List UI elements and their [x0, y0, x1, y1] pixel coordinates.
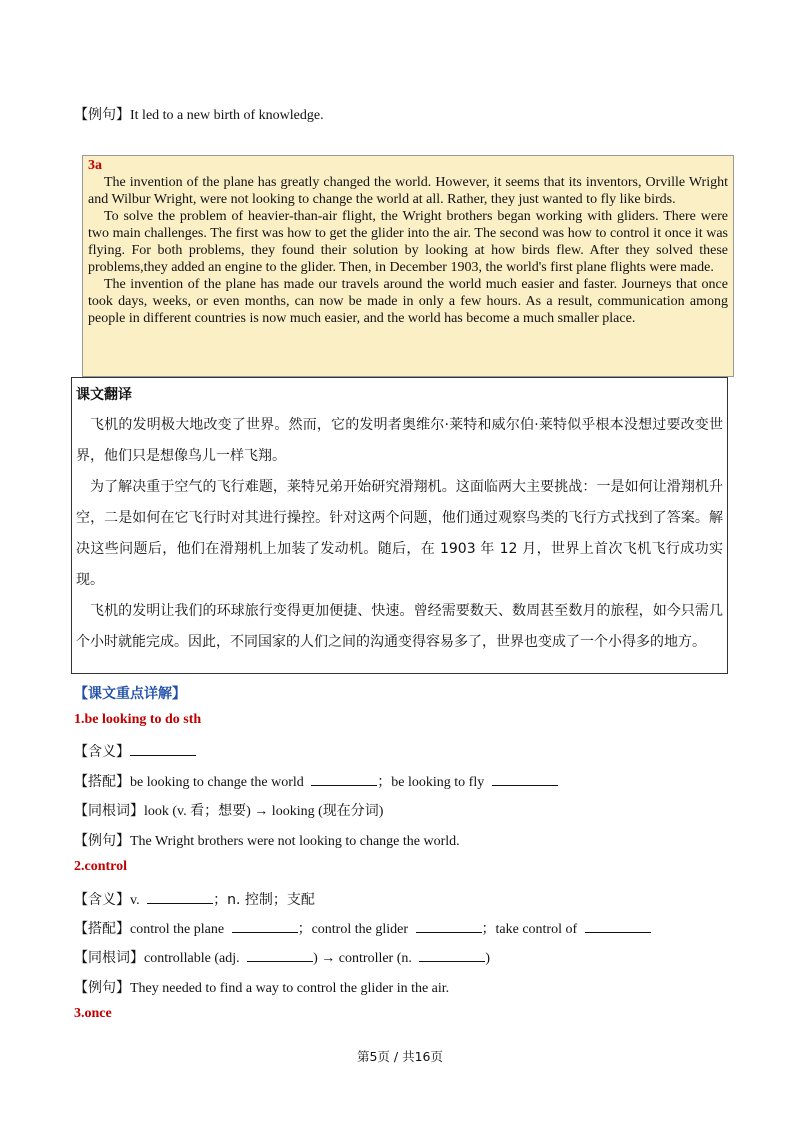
collocation-text: control the plane	[130, 922, 225, 937]
meaning-label: 【含义】	[74, 892, 130, 908]
translation-box	[71, 377, 728, 674]
point-3-title: 3.once	[74, 1006, 112, 1021]
example-text: The Wright brothers were not looking to change the world.	[130, 834, 460, 849]
passage-box	[82, 155, 734, 377]
point-2-title: 2.control	[74, 859, 128, 874]
translation-paragraph-2: 为了解决重于空气的飞行难题，莱特兄弟开始研究滑翔机。这面临两大主要挑战：一是如何让滑翔机升空，二是如何在它飞行时对其进行操控。针对这两个问题，他们通过观察鸟类的飞行方式找到了答案。解决这些问题后，他们在滑翔机上加装了发动机。随后，在 1903 年 12 月，世界上首次飞机飞行成功实现。	[76, 479, 723, 588]
answer-blank[interactable]	[419, 949, 485, 962]
point-1-example	[74, 830, 460, 850]
point-2-collocation	[74, 918, 651, 938]
answer-blank[interactable]	[130, 743, 196, 756]
collocation-text: ；control the glider	[297, 922, 408, 937]
point-1-meaning	[74, 741, 196, 761]
section-title: 【课文重点详解】	[74, 686, 186, 702]
collocation-text: be looking to change the world	[130, 775, 304, 790]
collocation-label: 【搭配】	[74, 921, 130, 937]
answer-blank[interactable]	[232, 920, 298, 933]
collocation-text: be looking to fly	[391, 775, 485, 790]
answer-blank[interactable]	[147, 891, 213, 904]
answer-blank[interactable]	[585, 920, 651, 933]
collocation-label: 【搭配】	[74, 774, 130, 790]
point-1-collocation	[74, 771, 558, 791]
cognate-text: )	[485, 951, 491, 966]
translation-paragraph-3: 飞机的发明让我们的环球旅行变得更加便捷、快速。曾经需要数天、数周甚至数月的旅程，如今只需几个小时就能完成。因此，不同国家的人们之间的沟通变得容易多了，世界也变成了一个小得多的地方。	[76, 603, 723, 650]
cognate-text: look (v. 看；想要) → looking (现在分词)	[144, 804, 384, 819]
answer-blank[interactable]	[247, 949, 313, 962]
passage-paragraph-1: The invention of the plane has greatly changed the world. However, it seems that its inventors, Orville Wright and Wilbur Wright, were not looking to change the world at all. Rather, they just wanted to fly like birds.	[88, 175, 728, 207]
answer-blank[interactable]	[492, 773, 558, 786]
top-example	[74, 104, 324, 124]
separator: ；	[377, 774, 392, 790]
meaning-text: ；n. 控制；支配	[213, 892, 315, 908]
passage-paragraph-3: The invention of the plane has made our travels around the world much easier and faster. Journeys that once took days, weeks, or even months, can now be made in only a few hours. As a result, communication among people in different countries is now much easier, and the world has become a much smaller place.	[88, 277, 728, 326]
example-label: 【例句】	[74, 980, 130, 996]
meaning-label: 【含义】	[74, 744, 130, 760]
collocation-text: ；take control of	[481, 922, 578, 937]
page-number-footer: 第5页 / 共16页	[356, 1049, 444, 1064]
answer-blank[interactable]	[416, 920, 482, 933]
cognate-text: controllable (adj.	[144, 951, 240, 966]
point-2-cognate	[74, 947, 490, 967]
passage-paragraph-2: To solve the problem of heavier-than-air flight, the Wright brothers began working with gliders. There were two main challenges. The first was how to get the glider into the air. The second was how to control it once it was flying. For both problems, they found their solution by looking at how birds flew. After they solved these problems,they added an engine to the glider. Then, in December 1903, the world's first plane flights were made.	[88, 209, 728, 275]
cognate-label: 【同根词】	[74, 950, 144, 966]
example-text: It led to a new birth of knowledge.	[130, 108, 324, 123]
point-1-title: 1.be looking to do sth	[74, 712, 202, 727]
answer-blank[interactable]	[311, 773, 377, 786]
point-2-meaning	[74, 889, 315, 909]
cognate-text: ) → controller (n.	[313, 951, 412, 966]
example-label: 【例句】	[74, 107, 130, 123]
cognate-label: 【同根词】	[74, 803, 144, 819]
point-1-cognate	[74, 800, 383, 820]
passage-tag: 3a	[88, 158, 102, 173]
example-text: They needed to find a way to control the glider in the air.	[130, 981, 450, 996]
example-label: 【例句】	[74, 833, 130, 849]
translation-paragraph-1: 飞机的发明极大地改变了世界。然而，它的发明者奥维尔·莱特和威尔伯·莱特似乎根本没想过要改变世界，他们只是想像鸟儿一样飞翔。	[76, 417, 723, 464]
meaning-pos: v.	[130, 893, 140, 908]
translation-heading: 课文翻译	[76, 387, 132, 403]
point-2-example	[74, 977, 449, 997]
